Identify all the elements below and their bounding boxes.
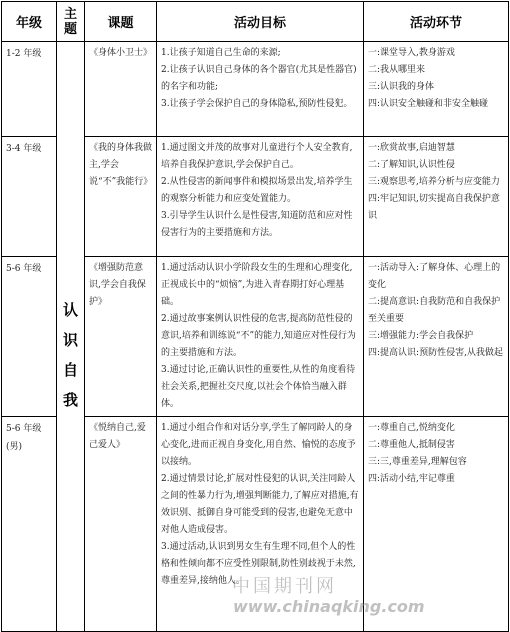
topic-cell xyxy=(57,42,85,632)
step-item: 一:活动导入:了解身体、心理上的变化 xyxy=(368,263,501,290)
steps-cell xyxy=(364,137,509,257)
goals-cell xyxy=(157,257,364,417)
steps-cell xyxy=(364,257,509,417)
step-item: 四:提高认识:预防性侵害,从我做起 xyxy=(368,348,503,358)
step-item: 一:欣赏故事,启迪智慧 xyxy=(368,143,455,153)
step-item: 四:活动小结,牢记尊重 xyxy=(368,474,455,484)
goals-cell xyxy=(157,417,364,632)
goal-item: 2.通过故事案例认识性侵的危害,提高防范性侵的意识,培养和训练说“不”的能力,知道应对性侵行为的主要措施和方法。 xyxy=(161,314,356,358)
goal-item: 2.通过情景讨论,扩展对性侵犯的认识,关注同龄人之间的性暴力行为,增强判断能力,了解应对措施,有效识别、抵御自身可能受到的侵害,也避免无意中对他人造成侵害。 xyxy=(161,474,359,535)
table-row xyxy=(2,42,509,137)
step-item: 三:三,尊重差异,理解包容 xyxy=(368,457,467,467)
topic-char: 我 xyxy=(62,391,78,409)
step-item: 一:尊重自己,悦纳变化 xyxy=(368,423,455,433)
topic-char: 认 xyxy=(62,301,78,319)
goal-item: 3.让孩子学会保护自己的身体隐私,预防性侵犯。 xyxy=(161,99,353,109)
step-item: 三:观察思考,培养分析与应变能力 xyxy=(368,177,500,187)
step-item: 二:我从哪里来 xyxy=(368,65,426,75)
lesson-title-cell: 《我的身体我做主,学会说“不”我能行》 xyxy=(85,137,157,257)
grade-cell: 5-6 年级 (男) xyxy=(2,417,57,632)
header-lesson: 课题 xyxy=(85,2,157,42)
step-item: 三:认识我的身体 xyxy=(368,82,435,92)
goal-item: 3.通过讨论,正确认识性的重要性,从性的角度看待社会关系,把握社交尺度,以社会个体恰当融入群体。 xyxy=(161,365,356,409)
step-item: 二:尊重他人,抵制侵害 xyxy=(368,440,455,450)
goal-item: 1.让孩子知道自己生命的来源; xyxy=(161,48,281,58)
goals-cell xyxy=(157,42,364,137)
goal-item: 1.通过图文并茂的故事对儿童进行个人安全教育,培养自我保护意识,学会保护自己。 xyxy=(161,143,353,170)
header-steps: 活动环节 xyxy=(364,2,509,42)
goal-item: 2.从性侵害的新闻事件和模拟场景出发,培养学生的观察分析能力和应变处置能力。 xyxy=(161,177,353,204)
grade-cell: 3-4 年级 xyxy=(2,137,57,257)
goal-item: 1.通过活动认识小学阶段女生的生理和心理变化,正视成长中的“烦恼”,为进入青春期打好心理基础。 xyxy=(161,263,353,307)
goal-item: 1.通过小组合作和对话分享,学生了解同龄人的身心变化,进而正视自身变化,用自然、愉悦的态度予以接纳。 xyxy=(161,423,356,467)
grade-cell: 5-6 年级 xyxy=(2,257,57,417)
header-topic: 主题 xyxy=(57,2,85,42)
activity-plan-table xyxy=(1,1,509,632)
header-goals: 活动目标 xyxy=(157,2,364,42)
topic-char: 自 xyxy=(62,361,78,379)
steps-cell xyxy=(364,42,509,137)
header-grade: 年级 xyxy=(2,2,57,42)
lesson-title-cell: 《身体小卫士》 xyxy=(85,42,157,137)
step-item: 一:课堂导入,教身游戏 xyxy=(368,48,455,58)
step-item: 二:了解知识,认识性侵 xyxy=(368,160,455,170)
watermark-url: www.chinaqking.com xyxy=(233,597,425,616)
grade-cell: 1-2 年级 xyxy=(2,42,57,137)
step-item: 三:增强能力:学会自我保护 xyxy=(368,331,474,341)
lesson-title-cell: 《悦纳自己,爱己爱人》 xyxy=(85,417,157,632)
topic-char: 识 xyxy=(62,331,78,349)
goal-item: 3.引导学生认识什么是性侵害,知道防范和应对性侵害行为的主要措施和方法。 xyxy=(161,211,353,238)
watermark-text: 中国期刊网 xyxy=(232,576,337,597)
steps-cell xyxy=(364,417,509,632)
goals-cell xyxy=(157,137,364,257)
lesson-title-cell: 《增强防范意识,学会自我保护》 xyxy=(85,257,157,417)
goal-item: 2.让孩子认识自己身体的各个器官(尤其是性器官)的名字和功能; xyxy=(161,65,357,92)
goal-item: 3.通过活动,认识到男女生有生理不同,但个人的性格和性倾向都不应受性别限制,防性别歧视于未然,尊重差异,接纳他人。 xyxy=(161,542,356,586)
step-item: 四:认识安全触碰和非安全触碰 xyxy=(368,99,489,109)
header-row xyxy=(2,2,509,42)
step-item: 四:牢记知识,切实提高自我保护意识 xyxy=(368,194,500,221)
step-item: 二:提高意识:自我防范和自我保护至关重要 xyxy=(368,297,501,324)
